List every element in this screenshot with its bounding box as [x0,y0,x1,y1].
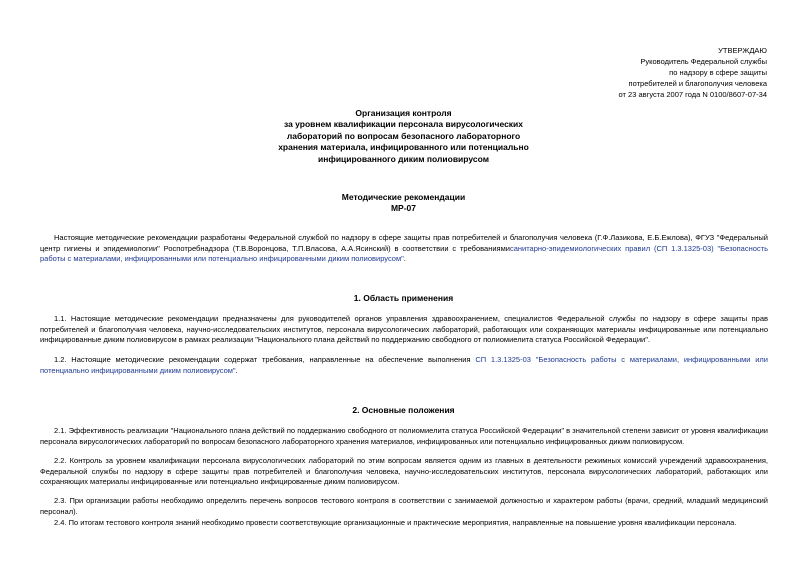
subtitle-line: Методические рекомендации [341,192,466,202]
section2-paragraph-3: 2.3. При организации работы необходимо определить перечень вопросов тестового контроля в соответствии с занимаемой должностью и характером работы (врачи, средний, младший медицинский персонал). [40,496,768,516]
approval-line: по надзору в сфере защиты [669,67,767,77]
section2-heading: 2. Основные положения [352,405,455,415]
intro-paragraph [40,233,768,265]
approval-line: Руководитель Федеральной службы [640,56,767,66]
section2-paragraph-2: 2.2. Контроль за уровнем квалификации персонала вирусологических лабораторий по этим вопросам является одним из главных в деятельности режимных комиссий учреждений здравоохранения, Федеральной службы по надзору в сфере защиты прав потребителей и благополучия человека, научно-исследовательских институтов, персонала вирусологических лабораторий, работающих или сохраняющих материалы инфицированные или потенциально инфицированные диким полиовирусом. [40,456,768,486]
approval-block [619,46,767,100]
approval-line: потребителей и благополучия человека [628,78,767,88]
section2-paragraph-1: 2.1. Эффективность реализации "Национального плана действий по поддержанию свободного от полиомиелита статуса Российской Федерации" в значительной степени зависит от уровня квалификации персонала вирусологических лабораторий по вопросам безопасного лабораторного хранения материалов, инфицированных или потенциально инфицированных диким полиовирусом. [40,426,768,446]
approval-line: от 23 августа 2007 года N 0100/8607-07-34 [618,89,767,99]
intro-text: Настоящие методические рекомендации разработаны Федеральной службой по надзору в сфере защиты прав потребителей и благополучия человека (Г.Ф.Лазикова, Е.Б.Ежлова), ФГУЗ "Федеральный центр гигиены и эпидемиологии" Роспотребнадзора (Т.В.Воронцова, Т.П.Власова, А.А.Ясинский) в соответствии с требованиями [40,233,768,253]
p12-end: . [235,365,238,375]
document-title [0,108,807,165]
title-line: инфицированного диким полиовирусом [318,153,489,164]
intro-end: . [403,254,406,263]
sp-link[interactable]: СП 1.3.1325-03 "Безопасность работы с материалами, инфицированными или потенциально инфицированными диким полиовирусом" [40,355,768,375]
section2-paragraph-4: 2.4. По итогам тестового контроля знаний необходимо провести соответствующие организационные и практические мероприятия, направленные на повышение уровня квалификации персонала. [54,518,737,527]
section1-heading: 1. Область применения [353,293,454,303]
title-line: Организация контроля [355,108,452,118]
title-line: за уровнем квалификации персонала вирусологических [283,119,524,130]
approval-line: УТВЕРЖДАЮ [718,46,767,55]
document-subtitle [0,192,807,215]
title-line: лабораторий по вопросам безопасного лабораторного [286,130,521,141]
sp-rules-link[interactable]: санитарно-эпидемиологических правил (СП 1.3.1325-03) "Безопасность работы с материалами, инфицированными или потенциально инфицированными диким полиовирусом" [40,243,769,263]
subtitle-line: МР-07 [390,203,417,214]
title-line: хранения материала, инфицированного или потенциально [278,142,529,153]
p12-text: 1.2. Настоящие методические рекомендации содержат требования, направленные на обеспечение выполнения [54,355,471,364]
section1-paragraph-1: 1.1. Настоящие методические рекомендации предназначены для руководителей органов управления здравоохранением, специалистов Федеральной службы по надзору в сфере защиты прав потребителей и благополучия человека, научно-исследовательских институтов, персонала вирусологических лабораторий, работающих или сохраняющих материалы инфицированные или потенциально инфицированные диким полиовирусом в рамках реализации "Национального плана действий по поддержанию свободного от полиомиелита статуса Российской Федерации". [40,314,768,344]
section1-paragraph-2 [40,355,768,376]
